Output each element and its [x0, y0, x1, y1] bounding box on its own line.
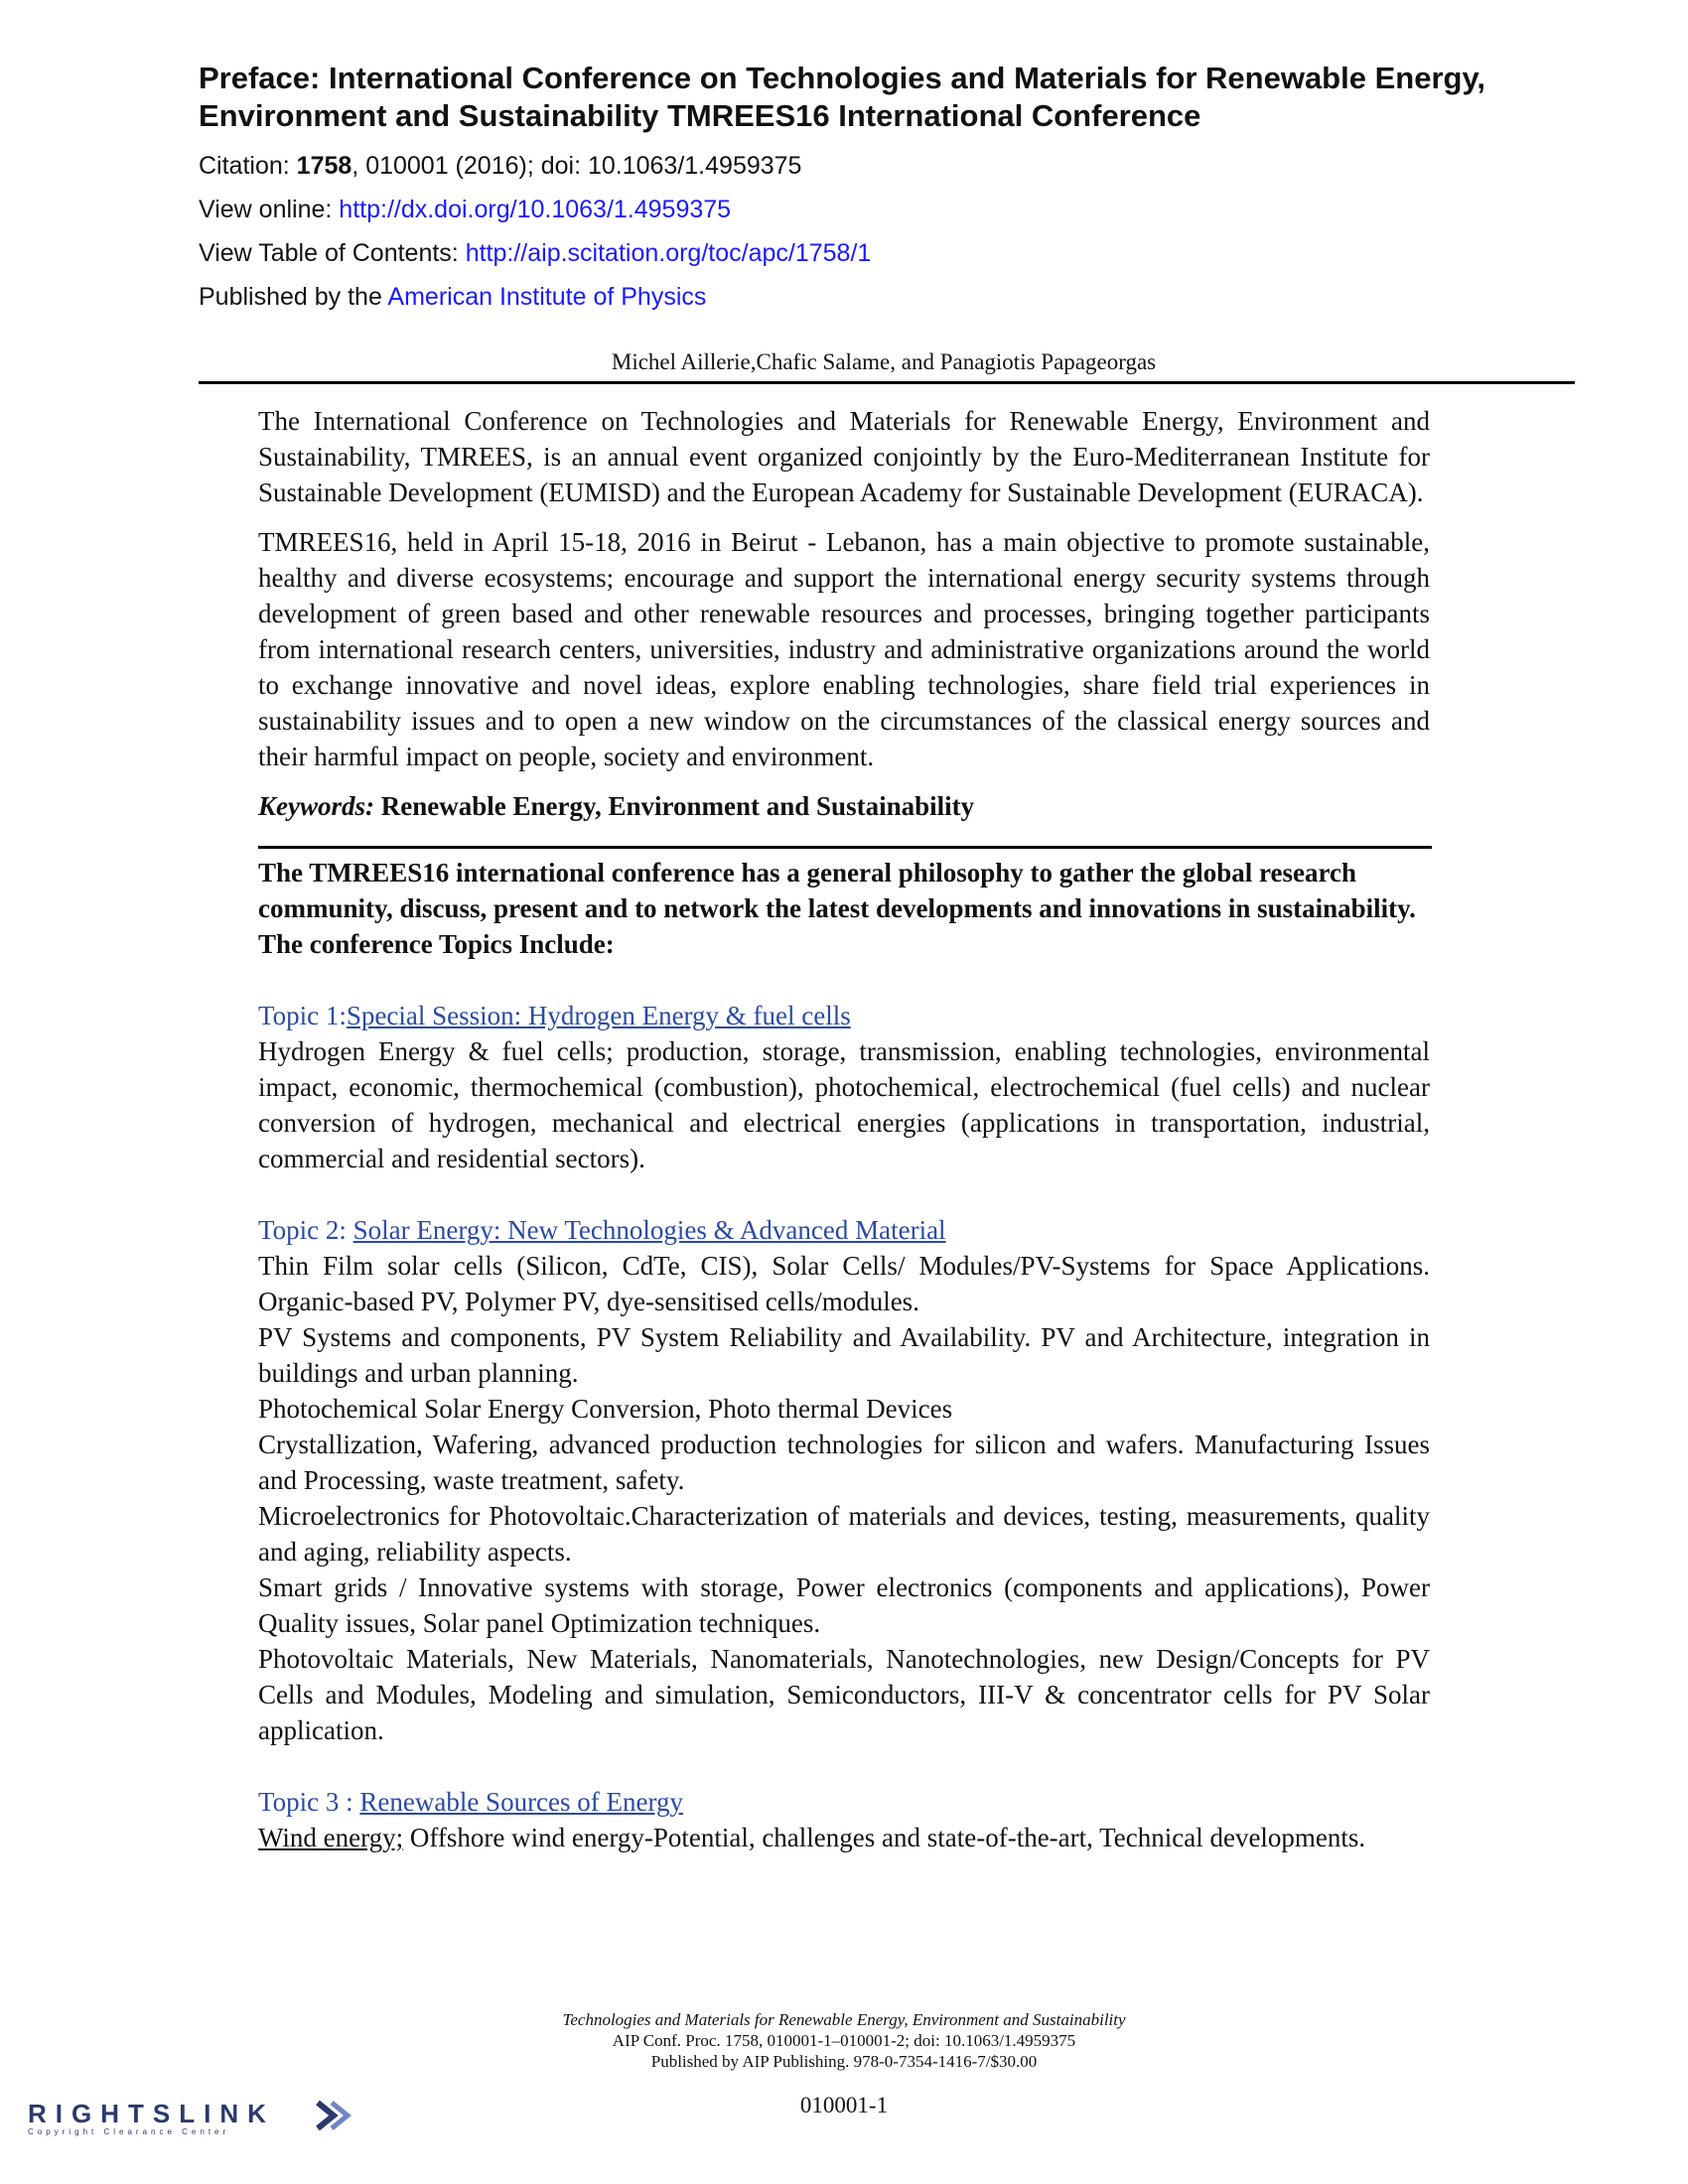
topic-2-item-1: Thin Film solar cells (Silicon, CdTe, CIS), Solar Cells/ Modules/PV-Systems for Space Applications. Organic-based PV, Polymer PV, dye-sensitised cells/modules.: [258, 1251, 1430, 1316]
citation-line: [199, 151, 1569, 181]
article-header: [199, 60, 1569, 326]
rightslink-tagline: Copyright Clearance Center: [28, 2127, 230, 2136]
keywords: [258, 788, 1430, 824]
wind-energy-label: Wind energy;: [258, 1823, 404, 1852]
citation-volume: 1758: [296, 152, 352, 180]
topic-3-link[interactable]: Renewable Sources of Energy: [359, 1787, 684, 1817]
view-online-link[interactable]: http://dx.doi.org/10.1063/1.4959375: [339, 196, 732, 223]
topic-2-item-4: Crystallization, Wafering, advanced production technologies for silicon and wafers. Manufacturing Issues and Processing, waste treatment, safety.: [258, 1430, 1430, 1495]
topic-1-heading: [258, 998, 1430, 1033]
toc-label: View Table of Contents:: [199, 239, 466, 267]
philosophy-paragraph: The TMREES16 international conference has a general philosophy to gather the global research community, discuss, present and to network the latest developments and innovations in sustainability. The conference Topics Include:: [258, 858, 1416, 959]
page-footer: [199, 2009, 1489, 2072]
topic-1-prefix: Topic 1:: [258, 1001, 347, 1030]
intro-paragraph-2: TMREES16, held in April 15-18, 2016 in Beirut - Lebanon, has a main objective to promote sustainable, healthy and diverse ecosystems; encourage and support the international energy security systems through development of green based and other renewable resources and processes, bringing together participants from international research centers, universities, industry and administrative organizations around the world to exchange innovative and novel ideas, explore enabling technologies, share field trial experiences in sustainability issues and to open a new window on the circumstances of the classical energy sources and their harmful impact on people, society and environment.: [258, 527, 1430, 771]
rightslink-wordmark: RIGHTSLINK: [28, 2099, 275, 2128]
section-divider: [258, 846, 1432, 849]
topic-2-item-6: Smart grids / Innovative systems with storage, Power electronics (components and applications), Power Quality issues, Solar panel Optimization techniques.: [258, 1572, 1430, 1638]
topic-2-prefix: Topic 2:: [258, 1215, 353, 1245]
topic-3-wind: [258, 1820, 1430, 1855]
rightslink-chevron-icon: [314, 2099, 353, 2132]
article-title: Preface: International Conference on Technologies and Materials for Renewable Energy, Environment and Sustainability TMREES16 International Conference: [199, 61, 1485, 133]
topic-3-heading: [258, 1784, 1430, 1820]
view-online-label: View online:: [199, 196, 340, 223]
toc-link[interactable]: http://aip.scitation.org/toc/apc/1758/1: [465, 239, 872, 267]
topic-2-item-2: PV Systems and components, PV System Reliability and Availability. PV and Architecture, integration in buildings and urban planning.: [258, 1322, 1430, 1388]
citation-details: , 010001 (2016); doi: 10.1063/1.4959375: [352, 152, 802, 180]
intro-paragraph-1: The International Conference on Technologies and Materials for Renewable Energy, Environment and Sustainability, TMREES, is an annual event organized conjointly by the Euro-Mediterranean Institute for Sustainable Development (EUMISD) and the European Academy for Sustainable Development (EURACA).: [258, 406, 1430, 507]
wind-energy-text: Offshore wind energy-Potential, challenges and state-of-the-art, Technical developments.: [403, 1823, 1366, 1852]
keywords-text: Renewable Energy, Environment and Sustainability: [374, 791, 975, 821]
topic-2-item-7: Photovoltaic Materials, New Materials, Nanomaterials, Nanotechnologies, new Design/Concepts for PV Cells and Modules, Modeling and simulation, Semiconductors, III-V & concentrator cells for PV Solar application.: [258, 1644, 1430, 1745]
topic-2-item-3: Photochemical Solar Energy Conversion, Photo thermal Devices: [258, 1394, 953, 1424]
toc-line: [199, 238, 1569, 268]
rightslink-logo: [28, 2099, 275, 2136]
topic-2-heading: [258, 1212, 1430, 1248]
topic-1-link[interactable]: Special Session: Hydrogen Energy & fuel cells: [346, 1001, 851, 1030]
topic-2-item-5: Microelectronics for Photovoltaic.Characterization of materials and devices, testing, measurements, quality and aging, reliability aspects.: [258, 1501, 1430, 1567]
citation-label: Citation:: [199, 152, 290, 180]
topic-2-link[interactable]: Solar Energy: New Technologies & Advanced Material: [352, 1215, 946, 1245]
published-label: Published by the: [199, 283, 388, 311]
topic-1-text: Hydrogen Energy & fuel cells; production, storage, transmission, enabling technologies, environmental impact, economic, thermochemical (combustion), photochemical, electrochemical (fuel cells) and nuclear conversion of hydrogen, mechanical and electrical energies (applications in transportation, industrial, commercial and residential sectors).: [258, 1036, 1430, 1173]
footer-citation: AIP Conf. Proc. 1758, 010001-1–010001-2; doi: 10.1063/1.4959375: [612, 2031, 1076, 2050]
article-body: [258, 403, 1430, 1855]
view-online-line: [199, 195, 1569, 224]
publisher-link[interactable]: American Institute of Physics: [387, 283, 707, 311]
footer-publisher: Published by AIP Publishing. 978-0-7354-1416-7/$30.00: [650, 2052, 1038, 2071]
topic-3-prefix: Topic 3 :: [258, 1787, 360, 1817]
keywords-label: Keywords:: [258, 791, 374, 821]
publisher-line: [199, 282, 1569, 312]
header-divider: [199, 381, 1575, 384]
authors: Michel Aillerie,Chafic Salame, and Panagiotis Papageorgas: [611, 349, 1157, 374]
footer-proceedings-title: Technologies and Materials for Renewable Energy, Environment and Sustainability: [562, 2010, 1126, 2029]
page-number: 010001-1: [799, 2093, 889, 2117]
